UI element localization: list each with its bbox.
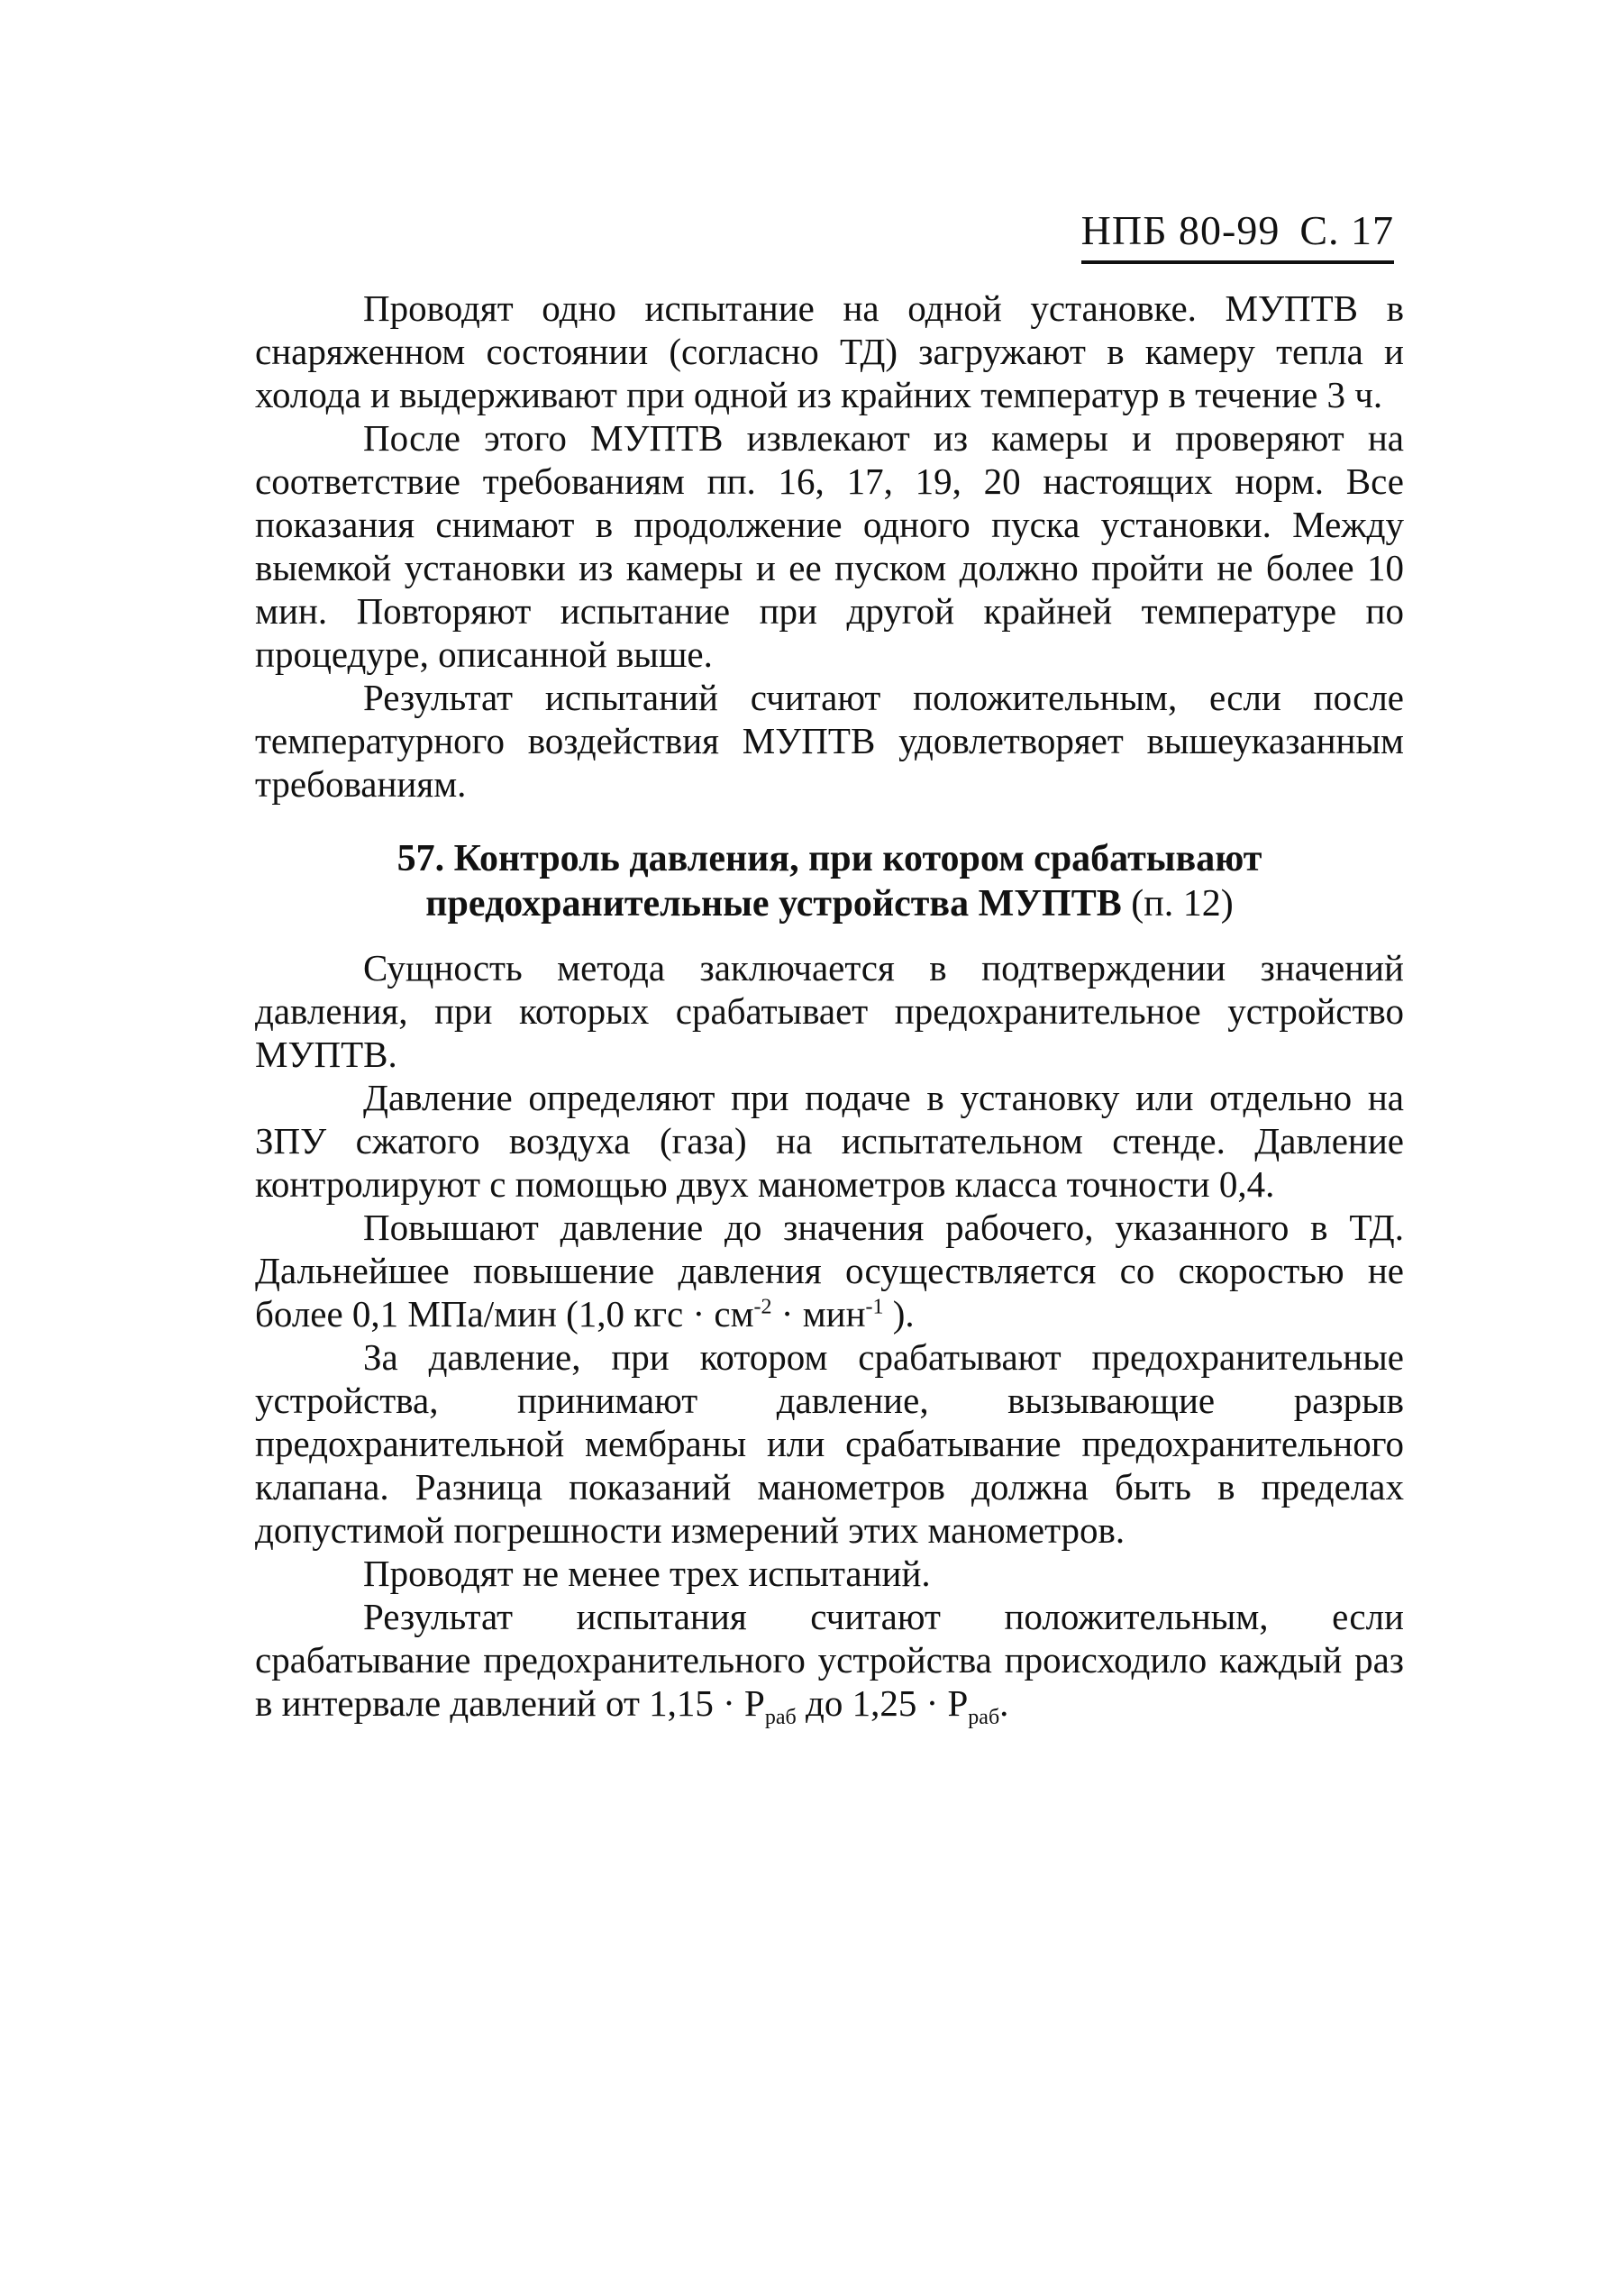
result-text-after: . xyxy=(999,1682,1009,1724)
rate-text-before: Повышают давление до значения рабочего, указанного в ТД. Дальнейшее повышение давления осуществляется со скоростью не более 0,1 МПа/мин (1,0 кгс · см xyxy=(255,1207,1404,1335)
paragraph-pressure-determination: Давление определяют при подаче в установку или отдельно на ЗПУ сжатого воздуха (газа) на испытательном стенде. Давление контролируют с помощью двух манометров класса точности 0,4. xyxy=(255,1077,1404,1205)
rate-exponent-min: -1 xyxy=(865,1295,884,1319)
result-text-mid: до 1,25 · Р xyxy=(796,1682,969,1724)
result-text-before: Результат испытания считают положительным, если срабатывание предохранительного устройства происходило каждый раз в интервале давлений от 1,15 · Р xyxy=(255,1596,1404,1724)
paragraph-trigger-pressure: За давление, при котором срабатывают предохранительные устройства, принимают давление, вызывающие разрыв предохранительной мембраны или срабатывание предохранительного клапана. Разница показаний манометров должна быть в пределах допустимой погрешности измерений этих манометров. xyxy=(255,1336,1404,1551)
result-subscript-1: раб xyxy=(764,1706,797,1730)
paragraph-test-count: Проводят не менее трех испытаний. xyxy=(363,1553,931,1594)
section-heading-57 xyxy=(255,836,1404,926)
paragraph-pressure-rate xyxy=(255,1206,1404,1335)
document-code: НПБ 80-99 xyxy=(1080,207,1280,253)
paragraph-test-procedure: Проводят одно испытание на одной установке. МУПТВ в снаряженном состоянии (согласно ТД) загружают в камеру тепла и холода и выдерживают при одной из крайних температур в течение 3 ч. xyxy=(255,287,1404,415)
paragraph-after-chamber: После этого МУПТВ извлекают из камеры и проверяют на соответствие требованиям пп. 16, 17, 19, 20 настоящих норм. Все показания снимают в продолжение одного пуска установки. Между выемкой установки из камеры и ее пуском должно пройти не более 10 мин. Повторяют испытание при другой крайней температуре по процедуре, описанной выше. xyxy=(255,417,1404,675)
document-body xyxy=(255,287,1404,1730)
rate-text-mid: · мин xyxy=(771,1293,866,1335)
rate-exponent-cm: -2 xyxy=(753,1295,772,1319)
page-number: С. 17 xyxy=(1299,207,1394,253)
result-subscript-2: раб xyxy=(968,1706,1000,1730)
section-heading-line-2 xyxy=(255,881,1404,926)
running-header xyxy=(1080,207,1394,264)
section-heading-line-1: 57. Контроль давления, при котором срабатывают xyxy=(396,838,1262,879)
paragraph-section-result xyxy=(255,1595,1404,1730)
paragraph-test-result: Результат испытаний считают положительным, если после температурного воздействия МУПТВ удовлетворяет вышеуказанным требованиям. xyxy=(255,677,1404,805)
section-heading-reference: (п. 12) xyxy=(1131,883,1234,925)
rate-text-after: ). xyxy=(883,1293,915,1335)
paragraph-method-essence: Сущность метода заключается в подтверждении значений давления, при которых срабатывает предохранительное устройство МУПТВ. xyxy=(255,947,1404,1075)
section-heading-text: предохранительные устройства МУПТВ xyxy=(425,883,1122,925)
